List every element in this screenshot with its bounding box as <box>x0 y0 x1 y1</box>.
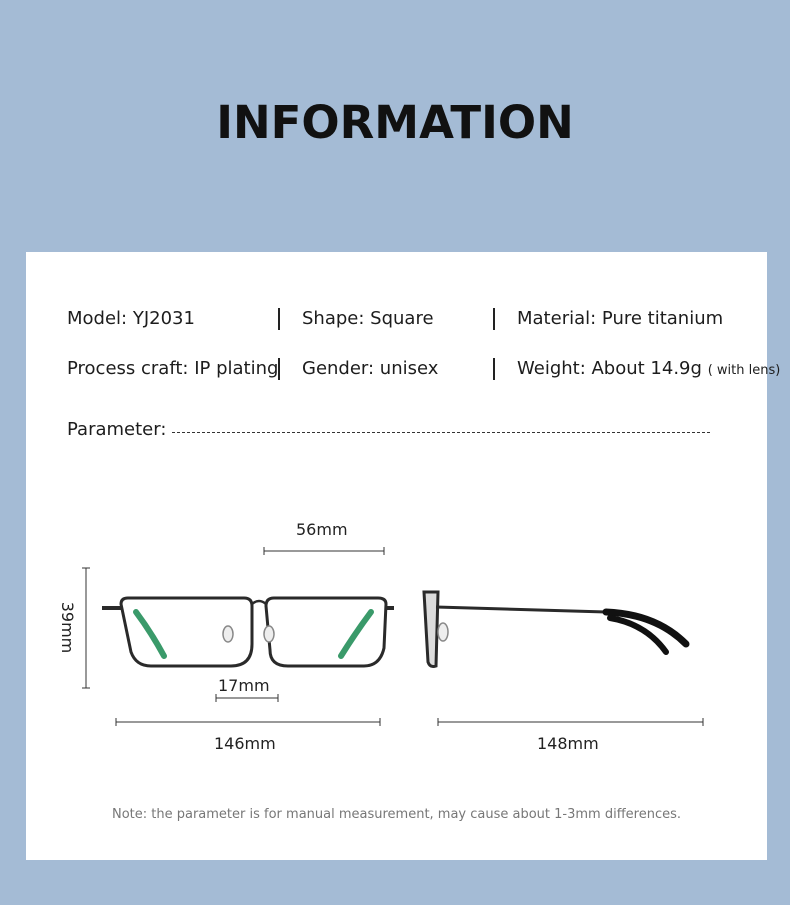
measurement-note: Note: the parameter is for manual measurement, may cause about 1-3mm differences. <box>111 807 682 822</box>
spec-model: Model: YJ2031 <box>67 308 195 329</box>
glasses-front-view <box>102 598 394 666</box>
bridge-label: 17mm <box>218 676 270 695</box>
frame-width-label: 146mm <box>214 734 276 753</box>
parameter-label: Parameter: <box>67 419 167 440</box>
lens-width-label: 56mm <box>296 520 348 539</box>
lens-height-label: 39mm <box>58 601 77 654</box>
spec-process: Process craft: IP plating <box>67 358 279 379</box>
weight-value: Weight: About 14.9g <box>517 358 702 379</box>
spec-shape: Shape: Square <box>302 308 434 329</box>
spec-gender: Gender: unisex <box>302 358 439 379</box>
page-title: INFORMATION <box>216 96 574 149</box>
glasses-diagram <box>26 252 767 860</box>
glasses-side-view <box>424 592 686 667</box>
weight-note: ( with lens) <box>707 363 781 378</box>
info-card <box>26 252 781 860</box>
temple-length-label: 148mm <box>537 734 599 753</box>
spec-material: Material: Pure titanium <box>517 308 724 329</box>
